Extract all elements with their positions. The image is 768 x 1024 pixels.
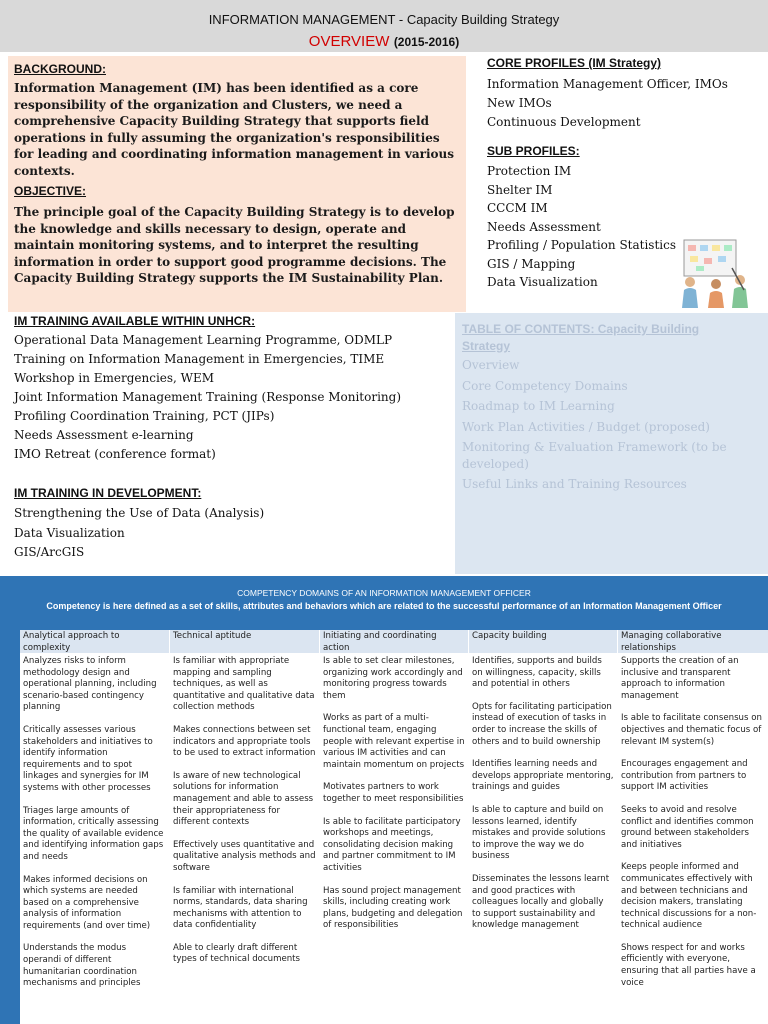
list-item: IMO Retreat (conference format) (14, 447, 216, 461)
list-item: Needs Assessment (487, 219, 601, 234)
list-item: Is familiar with appropriate mapping and sampling techniques, as well as quantitative and qualitative data collection methods (173, 656, 315, 713)
header-bar (0, 0, 768, 52)
table-of-contents (455, 313, 768, 574)
column-body (20, 654, 169, 990)
list-item: Is aware of new technological solutions for information management and able to assess their appropriateness for different contexts (173, 770, 314, 828)
list-item: Strengthening the Use of Data (Analysis) (14, 506, 265, 520)
column-body (320, 654, 468, 932)
competency-column-analytical (20, 630, 169, 1024)
toc-link-overview[interactable]: Overview (462, 358, 520, 372)
list-item: Workshop in Emergencies, WEM (14, 371, 215, 385)
list-item: Supports the creation of an inclusive and transparent approach to information management (621, 656, 739, 701)
overview-label: OVERVIEW (308, 33, 390, 50)
list-item: Understands the modus operandi of different humanitarian coordination mechanisms and principles (23, 943, 141, 989)
list-item: Is able to facilitate consensus on objectives and thematic focus of relevant IM system(s) (621, 713, 762, 747)
competency-column-coordinating (320, 630, 468, 1024)
sub-profiles-heading: SUB PROFILES: (487, 144, 580, 158)
list-item: Shows respect for and works efficiently with everyone, ensuring that all parties have a voice (621, 942, 756, 988)
list-item: Profiling Coordination Training, PCT (JIPs) (14, 409, 275, 423)
training-available-list (14, 331, 401, 464)
list-item: Analyzes risks to inform methodology design and operational planning, including scenario-based contingency planning (23, 656, 157, 713)
toc-link-useful-links[interactable]: Useful Links and Training Resources (462, 477, 687, 491)
column-header: Analytical approach to complexity (20, 630, 169, 654)
list-item: Makes informed decisions on which systems are needed based on a comprehensive analysis of information requirements (and over time) (23, 874, 151, 931)
list-item: Data Visualization (487, 275, 598, 289)
list-item: GIS/ArcGIS (14, 545, 85, 559)
sub-profiles-list (487, 162, 676, 292)
team-meeting-illustration (676, 236, 756, 310)
list-item: New IMOs (487, 96, 552, 110)
competency-subtitle: Competency is here defined as a set of skills, attributes and behaviors which are related to the successful performance of an Information Management Officer (46, 601, 722, 611)
competency-column-technical (170, 630, 319, 1024)
toc-list (462, 357, 752, 497)
list-item: Effectively uses quantitative and qualitative analysis methods and software (173, 839, 316, 873)
competency-column-collaborative (618, 630, 768, 1024)
toc-title: TABLE OF CONTENTS: Capacity Building Strategy (462, 322, 700, 353)
column-header: Capacity building (469, 630, 617, 654)
list-item: Continuous Development (487, 115, 641, 129)
list-item: Seeks to avoid and resolve conflict and identifies common ground between stakeholders and initiatives (621, 804, 754, 850)
competency-table (0, 630, 768, 1024)
list-item: Keeps people informed and communicates effectively with and between technicians and decision makers, translating technical discussions for a non-technical audience (621, 862, 757, 931)
list-item: Data Visualization (14, 525, 125, 540)
list-item: GIS / Mapping (487, 256, 576, 271)
list-item: Works as part of a multi-functional team, engaging people with relevant expertise in various IM activities and can maintain momentum on projects (323, 713, 465, 770)
toc-link-core-competency[interactable]: Core Competency Domains (462, 378, 628, 393)
list-item: Profiling / Population Statistics (487, 238, 676, 252)
column-body (170, 654, 319, 966)
list-item: Needs Assessment e-learning (14, 428, 194, 442)
training-development-list (14, 504, 264, 563)
document-subtitle (0, 33, 768, 51)
list-item: Shelter IM (487, 182, 553, 197)
column-header: Technical aptitude (170, 630, 319, 654)
objective-heading: OBJECTIVE: (14, 184, 87, 198)
toc-link-monitoring[interactable]: Monitoring & Evaluation Framework (to be developed) (462, 440, 727, 471)
list-item: Disseminates the lessons learnt and good practices with colleagues locally and globally to support sustainability and knowledge management (472, 873, 610, 931)
column-header: Managing collaborative relationships (618, 630, 768, 654)
core-profiles-list (487, 75, 728, 132)
list-item: Information Management Officer, IMOs (487, 77, 728, 91)
training-development-heading: IM TRAINING IN DEVELOPMENT: (14, 486, 202, 500)
column-header: Initiating and coordinating action (320, 630, 468, 654)
table-left-margin (0, 630, 20, 1024)
document-title: INFORMATION MANAGEMENT - Capacity Building Strategy (208, 12, 560, 27)
list-item: Able to clearly draft different types of technical documents (173, 942, 301, 965)
competency-title: COMPETENCY DOMAINS OF AN INFORMATION MANAGEMENT OFFICER (237, 588, 531, 598)
list-item: Is familiar with international norms, standards, data sharing mechanisms with attention to data confidentiality (173, 885, 308, 931)
core-profiles-heading: CORE PROFILES (IM Strategy) (487, 56, 662, 70)
objective-text: The principle goal of the Capacity Building Strategy is to develop the knowledge and skills necessary to design, operate and maintain monitoring systems, and to interpret the resulting information in order to support good programme decisions. The Capacity Building Strategy supports the IM Sustainability Plan. (14, 205, 455, 285)
list-item: CCCM IM (487, 201, 548, 215)
list-item: Has sound project management skills, including creating work plans, budgeting and delegation of responsibilities (323, 885, 463, 931)
column-body (618, 654, 768, 989)
competency-banner (0, 576, 768, 630)
list-item: Joint Information Management Training (Response Monitoring) (14, 390, 402, 404)
years-label: (2015-2016) (393, 35, 460, 49)
list-item: Training on Information Management in Emergencies, TIME (14, 352, 385, 366)
training-available-heading: IM TRAINING AVAILABLE WITHIN UNHCR: (14, 314, 256, 328)
list-item: Identifies, supports and builds on willingness, capacity, skills and potential in others (472, 656, 602, 690)
toc-link-work-plan[interactable]: Work Plan Activities / Budget (proposed) (462, 419, 710, 434)
list-item: Is able to facilitate participatory workshops and meetings, consolidating decision making and partner commitment to IM activities (323, 816, 461, 873)
list-item: Encourages engagement and contribution from partners to support IM activities (621, 759, 748, 793)
list-item: Critically assesses various stakeholders and initiatives to identify information requirements and to spot linkages and synergies for IM systems with other processes (23, 724, 153, 793)
list-item: Is able to capture and build on lessons learned, identify mistakes and provide solutions to improve the way we do business (472, 804, 606, 862)
background-objective-box (8, 56, 466, 312)
competency-column-capacity (469, 630, 617, 1024)
list-item: Is able to set clear milestones, organizing work accordingly and monitoring progress towards them (323, 656, 463, 701)
column-body (469, 654, 617, 932)
toc-link-roadmap[interactable]: Roadmap to IM Learning (462, 399, 615, 413)
list-item: Operational Data Management Learning Programme, ODMLP (14, 333, 393, 347)
list-item: Identifies learning needs and develops appropriate mentoring, trainings and guides (472, 759, 614, 793)
list-item: Makes connections between set indicators and appropriate tools to be used to extract information (173, 724, 316, 759)
list-item: Motivates partners to work together to meet responsibilities (323, 782, 464, 804)
list-item: Triages large amounts of information, critically assessing the quality of available evidence and identifying information gaps and needs (23, 805, 164, 862)
list-item: Protection IM (487, 164, 572, 178)
background-heading: BACKGROUND: (14, 62, 106, 76)
list-item: Opts for facilitating participation instead of execution of tasks in order to increase the skills of others and to build ownership (472, 701, 612, 747)
background-text: Information Management (IM) has been identified as a core responsibility of the organization and Clusters, we need a comprehensive Capacity Building Strategy that supports field operations in fully assuming the organization's responsibilities for leading and coordinating information management in various contexts. (14, 81, 455, 178)
